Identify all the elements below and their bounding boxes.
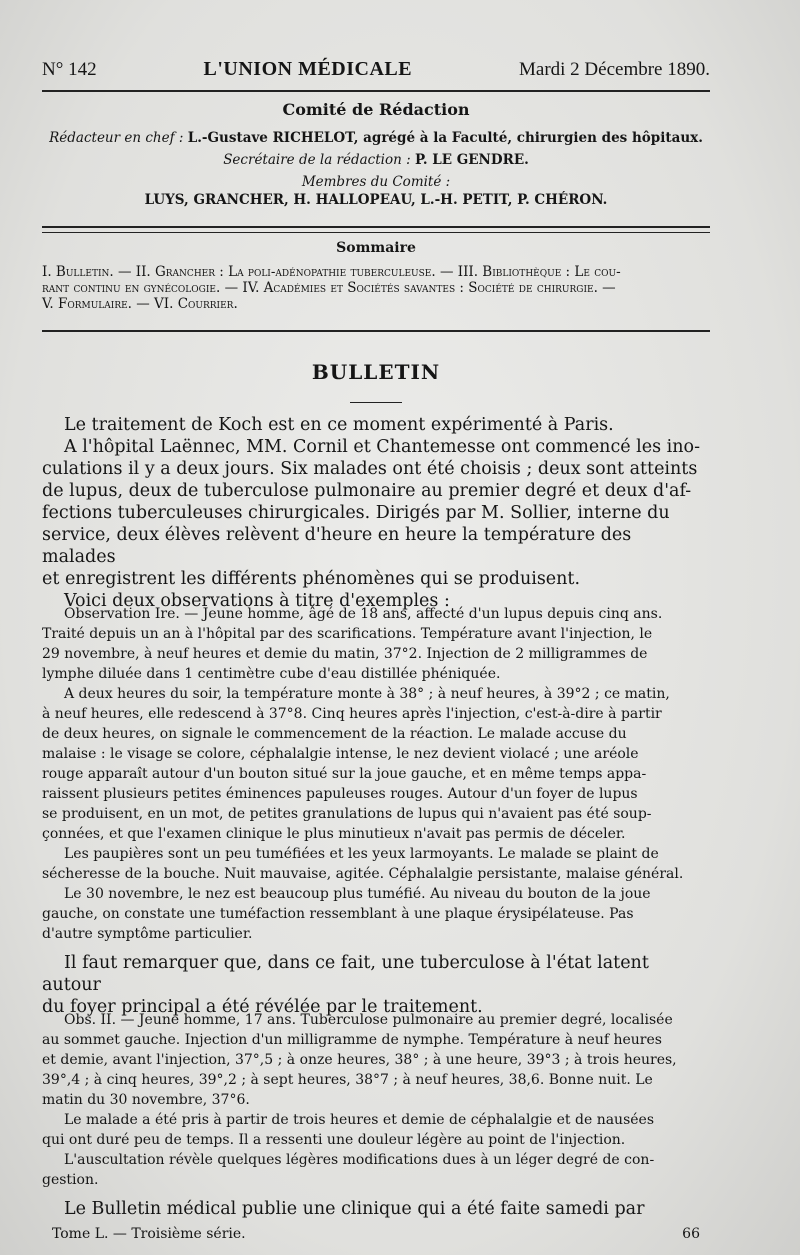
text-line: Traité depuis un an à l'hôpital par des scarifications. Température avant l'injection, le	[42, 626, 653, 642]
bulletin-title: BULLETIN	[311, 360, 441, 384]
text-line: du foyer principal a été révélée par le traitement.	[42, 997, 483, 1017]
text-line: 29 novembre, à neuf heures et demie du matin, 37°2. Injection de 2 milligrammes de	[42, 646, 648, 662]
text-line: fections tuberculeuses chirurgicales. Dirigés par M. Sollier, interne du	[42, 503, 670, 523]
text-line: culations il y a deux jours. Six malades ont été choisis ; deux sont atteints	[42, 459, 698, 479]
observation-1	[42, 604, 710, 944]
sommaire-text	[42, 264, 710, 312]
text-line: Il faut remarquer que, dans ce fait, une tuberculose à l'état latent autour	[42, 953, 649, 995]
text-line: se produisent, en un mot, de petites granulations de lupus qui n'avaient pas été soup-	[42, 806, 652, 822]
bulletin-intro	[42, 414, 710, 612]
text-line: 39°,4 ; à cinq heures, 39°,2 ; à sept heures, 38°7 ; à neuf heures, 38,6. Bonne nuit. Le	[42, 1072, 653, 1088]
secretary-name: P. LE GENDRE.	[414, 152, 529, 168]
header-rule	[42, 90, 710, 92]
text-line: gestion.	[42, 1172, 99, 1188]
observation-2	[42, 1010, 710, 1190]
editor-line	[42, 128, 710, 148]
text-line: Le 30 novembre, le nez est beaucoup plus tuméfié. Au niveau du bouton de la joue	[64, 886, 651, 902]
text-line: A l'hôpital Laënnec, MM. Cornil et Chantemesse ont commencé les ino-	[64, 437, 700, 457]
text-line: malaise : le visage se colore, céphalalgie intense, le nez devient violacé ; une aréole	[42, 746, 639, 762]
members-list: LUYS, GRANCHER, H. HALLOPEAU, L.-H. PETIT, P. CHÉRON.	[144, 192, 608, 208]
text-line: et enregistrent les différents phénomènes qui se produisent.	[42, 569, 581, 589]
page-footer	[52, 1226, 700, 1242]
text-line: Observation Ire. — Jeune homme, âgé de 18 ans, affecté d'un lupus depuis cinq ans.	[64, 606, 663, 622]
issue-date: Mardi 2 Décembre 1890.	[519, 59, 710, 80]
text-line: à neuf heures, elle redescend à 37°8. Cinq heures après l'injection, c'est-à-dire à partir	[42, 706, 662, 722]
text-line: et demie, avant l'injection, 37°,5 ; à onze heures, 38° ; à une heure, 39°3 ; à trois heures,	[42, 1052, 677, 1068]
text-line: Obs. II. — Jeune homme, 17 ans. Tuberculose pulmonaire au premier degré, localisée	[64, 1012, 673, 1028]
text-line: service, deux élèves relèvent d'heure en heure la température des malades	[42, 525, 632, 567]
text-line: de deux heures, on signale le commencement de la réaction. Le malade accuse du	[42, 726, 627, 742]
text-line: d'autre symptôme particulier.	[42, 926, 253, 942]
text-line: qui ont duré peu de temps. Il a ressenti une douleur légère au point de l'injection.	[42, 1132, 626, 1148]
text-line: Le malade a été pris à partir de trois heures et demie de céphalalgie et de nausées	[64, 1112, 655, 1128]
issue-number: N° 142	[42, 59, 97, 80]
text-line: de lupus, deux de tuberculose pulmonaire au premier degré et deux d'af-	[42, 481, 692, 501]
footer-volume: Tome L. — Troisième série.	[52, 1226, 246, 1242]
text-line: gauche, on constate une tuméfaction ressemblant à une plaque érysipélateuse. Pas	[42, 906, 634, 922]
text-line: L'auscultation révèle quelques légères modifications dues à un léger degré de con-	[64, 1152, 655, 1168]
text-line: lymphe diluée dans 1 centimètre cube d'eau distillée phéniquée.	[42, 666, 501, 682]
page-number: 66	[682, 1226, 700, 1242]
text-line: au sommet gauche. Injection d'un milligramme de nymphe. Température à neuf heures	[42, 1032, 662, 1048]
committee-rule-top	[42, 226, 710, 228]
sommaire-line: I. Bulletin. — II. Grancher : La poli-adénopathie tuberculeuse. — III. Bibliothèque : Le cou-	[42, 264, 621, 280]
journal-title: L'UNION MÉDICALE	[203, 58, 413, 80]
last-line	[42, 1198, 710, 1220]
secretary-line	[42, 150, 710, 170]
committee-rule-bottom	[42, 232, 710, 233]
text-line: A deux heures du soir, la température monte à 38° ; à neuf heures, à 39°2 ; ce matin,	[64, 686, 670, 702]
text-line: Le Bulletin médical publie une clinique qui a été faite samedi par	[64, 1199, 645, 1219]
sommaire-title: Sommaire	[336, 240, 416, 256]
sommaire-line: rant continu en gynécologie. — IV. Académies et Sociétés savantes : Société de chirurgie. —	[42, 280, 616, 296]
text-line: matin du 30 novembre, 37°6.	[42, 1092, 250, 1108]
editor-name: L.-Gustave RICHELOT, agrégé à la Faculté, chirurgien des hôpitaux.	[187, 130, 703, 146]
editor-label: Rédacteur en chef :	[49, 130, 184, 146]
bulletin-underline	[42, 392, 710, 411]
remark-paragraph	[42, 952, 710, 1018]
text-line: çonnées, et que l'examen clinique le plus minutieux n'avait pas permis de déceler.	[42, 826, 626, 842]
committee-title: Comité de Rédaction	[282, 100, 470, 119]
text-line: Les paupières sont un peu tuméfiées et les yeux larmoyants. Le malade se plaint de	[64, 846, 659, 862]
members-label: Membres du Comité :	[301, 174, 451, 190]
text-line: Voici deux observations à titre d'exemples :	[64, 591, 450, 611]
text-line: sécheresse de la bouche. Nuit mauvaise, agitée. Céphalalgie persistante, malaise général.	[42, 866, 684, 882]
page-header	[42, 58, 710, 81]
text-line: rouge apparaît autour d'un bouton situé sur la joue gauche, et en même temps appa-	[42, 766, 647, 782]
sommaire-line: V. Formulaire. — VI. Courrier.	[42, 296, 238, 312]
text-line: raissent plusieurs petites éminences papuleuses rouges. Autour d'un foyer de lupus	[42, 786, 638, 802]
sommaire-rule	[42, 330, 710, 332]
secretary-label: Secrétaire de la rédaction :	[223, 152, 411, 168]
text-line: Le traitement de Koch est en ce moment expérimenté à Paris.	[64, 415, 614, 435]
